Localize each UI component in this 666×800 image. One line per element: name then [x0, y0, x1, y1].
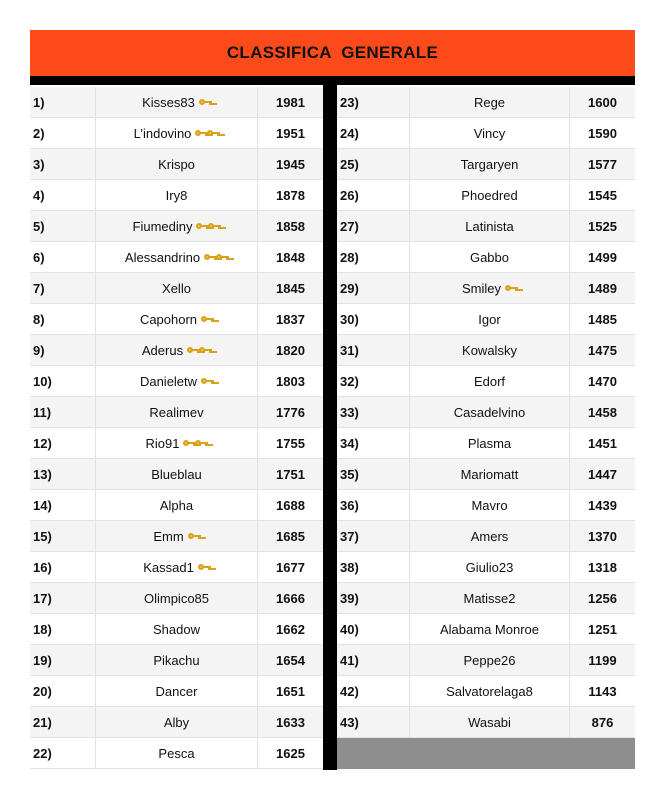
rank-cell: 16): [30, 552, 96, 582]
table-row: [30, 676, 323, 707]
player-name: Plasma: [467, 435, 512, 451]
player-name: Emm: [153, 528, 184, 544]
table-row: [337, 428, 635, 459]
player-name: Peppe26: [463, 652, 516, 668]
player-cell: [96, 428, 258, 458]
key-badges: [198, 561, 210, 573]
player-name: Danieletw: [139, 373, 198, 389]
score-cell: 1525: [588, 218, 617, 234]
table-row: [337, 118, 635, 149]
player-name: Alessandrino: [124, 249, 201, 265]
player-name: Igor: [478, 311, 501, 327]
key-icon: [188, 530, 202, 542]
player-name: Alpha: [159, 497, 194, 513]
header-divider: [30, 76, 635, 85]
score-cell: 1951: [276, 125, 305, 141]
score-cell: 1499: [588, 249, 617, 265]
rank-cell: 20): [30, 676, 96, 706]
table-row: [30, 180, 323, 211]
table-row: [337, 521, 635, 552]
rank-cell: 19): [30, 645, 96, 675]
score-cell: 1633: [276, 714, 305, 730]
player-cell: [96, 676, 258, 706]
rank-cell: 1): [30, 87, 96, 117]
key-icon: [195, 437, 209, 449]
rank-cell: 13): [30, 459, 96, 489]
table-row: [30, 645, 323, 676]
player-cell: [96, 459, 258, 489]
table-row: [337, 583, 635, 614]
player-name: Giulio23: [465, 559, 514, 575]
player-name: Xello: [162, 280, 191, 296]
rank-cell: 33): [337, 397, 410, 427]
rank-cell: 8): [30, 304, 96, 334]
key-icon: [199, 344, 213, 356]
key-badges: [505, 282, 517, 294]
rank-cell: 22): [30, 738, 96, 768]
table-row: [30, 242, 323, 273]
score-cell: 1545: [588, 187, 617, 203]
player-cell: [96, 87, 258, 117]
rank-cell: 18): [30, 614, 96, 644]
score-cell: 1447: [588, 466, 617, 482]
player-name: Capohorn: [139, 311, 198, 327]
score-cell: 1945: [276, 156, 305, 172]
table-row: [30, 707, 323, 738]
score-cell: 1858: [276, 218, 305, 234]
player-cell: [410, 87, 570, 117]
table-row: [30, 397, 323, 428]
key-icon: [216, 251, 230, 263]
rank-cell: 6): [30, 242, 96, 272]
player-cell: [96, 273, 258, 303]
score-cell: 1654: [276, 652, 305, 668]
key-icon: [199, 96, 213, 108]
table-row: [30, 490, 323, 521]
rank-cell: 35): [337, 459, 410, 489]
score-cell: 1143: [588, 683, 617, 699]
rank-cell: 27): [337, 211, 410, 241]
player-name: Rege: [473, 94, 506, 110]
table-row: [30, 583, 323, 614]
key-badges: [199, 96, 211, 108]
player-name: Edorf: [473, 373, 506, 389]
rank-cell: 28): [337, 242, 410, 272]
rank-cell: 24): [337, 118, 410, 148]
rank-cell: 37): [337, 521, 410, 551]
key-icon: [207, 127, 221, 139]
player-name: Vincy: [473, 125, 506, 141]
rank-cell: 2): [30, 118, 96, 148]
player-cell: [410, 676, 570, 706]
player-cell: [410, 242, 570, 272]
player-name: Blueblau: [151, 466, 202, 482]
player-name: L’indovino: [133, 125, 192, 141]
table-row: [30, 304, 323, 335]
score-cell: 1677: [276, 559, 305, 575]
rank-cell: 10): [30, 366, 96, 396]
score-cell: 1318: [588, 559, 617, 575]
score-cell: 1755: [276, 435, 305, 451]
score-cell: 1845: [276, 280, 305, 296]
rank-cell: 25): [337, 149, 410, 179]
player-cell: [410, 273, 570, 303]
player-name: Alabama Monroe: [440, 621, 539, 637]
player-cell: [96, 211, 258, 241]
score-cell: 1256: [588, 590, 617, 606]
rank-cell: 30): [337, 304, 410, 334]
player-name: Alby: [163, 714, 190, 730]
rank-cell: 29): [337, 273, 410, 303]
player-name: Gabbo: [469, 249, 510, 265]
header-banner: [30, 30, 635, 76]
player-cell: [96, 738, 258, 768]
rank-cell: 43): [337, 707, 410, 737]
table-row: [30, 87, 323, 118]
key-icon: [201, 313, 215, 325]
player-name: Mavro: [471, 497, 508, 513]
score-cell: 1489: [588, 280, 617, 296]
rank-cell: 36): [337, 490, 410, 520]
table-row: [337, 335, 635, 366]
score-cell: 1878: [276, 187, 305, 203]
player-name: Kassad1: [143, 559, 194, 575]
rank-cell: 14): [30, 490, 96, 520]
table-row: [30, 273, 323, 304]
score-cell: 1751: [276, 466, 305, 482]
table-row: [337, 366, 635, 397]
table-row: [337, 676, 635, 707]
table-row: [337, 149, 635, 180]
table-row: [30, 366, 323, 397]
score-cell: 876: [591, 714, 614, 730]
player-name: Pesca: [158, 745, 195, 761]
rank-cell: 17): [30, 583, 96, 613]
player-cell: [96, 521, 258, 551]
player-cell: [410, 614, 570, 644]
key-icon: [505, 282, 519, 294]
table-row: [337, 614, 635, 645]
key-badges: [183, 437, 207, 449]
player-cell: [96, 242, 258, 272]
rank-cell: 34): [337, 428, 410, 458]
score-cell: 1199: [588, 652, 617, 668]
player-name: Olimpico85: [143, 590, 210, 606]
player-cell: [410, 118, 570, 148]
table-row: [337, 397, 635, 428]
score-cell: 1475: [588, 342, 617, 358]
table-row: [337, 180, 635, 211]
player-cell: [96, 118, 258, 148]
player-name: Casadelvino: [453, 404, 526, 420]
score-cell: 1981: [276, 94, 305, 110]
score-cell: 1776: [276, 404, 305, 420]
score-cell: 1470: [588, 373, 617, 389]
player-cell: [410, 521, 570, 551]
key-badges: [188, 530, 200, 542]
player-name: Rio91: [145, 435, 180, 451]
player-name: Mariomatt: [460, 466, 519, 482]
column-divider: [323, 85, 337, 770]
score-cell: 1837: [276, 311, 305, 327]
player-name: Fiumediny: [132, 218, 193, 234]
table-row: [30, 521, 323, 552]
player-cell: [410, 180, 570, 210]
player-cell: [410, 304, 570, 334]
table-row: [337, 211, 635, 242]
table-row: [337, 707, 635, 738]
player-cell: [410, 335, 570, 365]
player-name: Kisses83: [142, 94, 195, 110]
empty-filler-row: [337, 738, 635, 769]
rank-cell: 15): [30, 521, 96, 551]
player-cell: [410, 490, 570, 520]
score-cell: 1625: [276, 745, 305, 761]
player-cell: [96, 552, 258, 582]
player-cell: [410, 211, 570, 241]
score-cell: 1451: [588, 435, 617, 451]
player-cell: [410, 366, 570, 396]
rank-cell: 31): [337, 335, 410, 365]
table-row: [30, 428, 323, 459]
player-cell: [410, 428, 570, 458]
player-name: Smiley: [461, 280, 501, 296]
rank-cell: 11): [30, 397, 96, 427]
rank-cell: 26): [337, 180, 410, 210]
rank-cell: 7): [30, 273, 96, 303]
score-cell: 1803: [276, 373, 305, 389]
player-cell: [96, 304, 258, 334]
player-name: Amers: [470, 528, 509, 544]
rank-cell: 23): [337, 87, 410, 117]
key-badges: [195, 127, 219, 139]
page-title: CLASSIFICA GENERALE: [226, 43, 439, 62]
player-cell: [96, 180, 258, 210]
rank-cell: 42): [337, 676, 410, 706]
key-icon: [198, 561, 212, 573]
table-row: [30, 211, 323, 242]
player-name: Iry8: [165, 187, 188, 203]
table-row: [30, 614, 323, 645]
player-cell: [96, 335, 258, 365]
score-cell: 1590: [588, 125, 617, 141]
table-row: [30, 118, 323, 149]
player-cell: [96, 583, 258, 613]
player-cell: [96, 397, 258, 427]
table-row: [30, 335, 323, 366]
player-cell: [96, 614, 258, 644]
player-name: Phoedred: [461, 187, 518, 203]
player-cell: [410, 645, 570, 675]
key-icon: [208, 220, 222, 232]
score-cell: 1439: [588, 497, 617, 513]
rank-cell: 4): [30, 180, 96, 210]
score-cell: 1577: [588, 156, 617, 172]
rank-cell: 5): [30, 211, 96, 241]
player-cell: [96, 366, 258, 396]
table-row: [337, 645, 635, 676]
player-cell: [410, 459, 570, 489]
player-cell: [96, 490, 258, 520]
key-badges: [201, 313, 213, 325]
rank-cell: 32): [337, 366, 410, 396]
table-row: [337, 304, 635, 335]
table-row: [30, 149, 323, 180]
rank-cell: 41): [337, 645, 410, 675]
table-row: [30, 459, 323, 490]
table-row: [337, 242, 635, 273]
table-row: [337, 552, 635, 583]
score-cell: 1688: [276, 497, 305, 513]
player-cell: [410, 149, 570, 179]
score-cell: 1685: [276, 528, 305, 544]
player-cell: [96, 149, 258, 179]
player-name: Targaryen: [460, 156, 519, 172]
score-cell: 1251: [588, 621, 617, 637]
ranking-table-left: [30, 87, 323, 769]
player-cell: [96, 645, 258, 675]
score-cell: 1600: [588, 94, 617, 110]
rank-cell: 21): [30, 707, 96, 737]
rank-cell: 38): [337, 552, 410, 582]
score-cell: 1458: [588, 404, 617, 420]
ranking-table-right: [337, 87, 635, 769]
player-cell: [96, 707, 258, 737]
key-badges: [187, 344, 211, 356]
player-cell: [410, 707, 570, 737]
player-name: Realimev: [149, 404, 204, 420]
player-cell: [410, 583, 570, 613]
table-row: [30, 738, 323, 769]
rank-cell: 39): [337, 583, 410, 613]
player-cell: [410, 552, 570, 582]
key-badges: [201, 375, 213, 387]
player-name: Salvatorelaga8: [446, 683, 533, 699]
player-name: Krispo: [158, 156, 195, 172]
player-name: Matisse2: [463, 590, 516, 606]
table-row: [337, 459, 635, 490]
rank-cell: 9): [30, 335, 96, 365]
table-row: [30, 552, 323, 583]
player-name: Aderus: [141, 342, 184, 358]
player-name: Dancer: [155, 683, 198, 699]
player-cell: [410, 397, 570, 427]
key-badges: [196, 220, 220, 232]
score-cell: 1485: [588, 311, 617, 327]
score-cell: 1662: [276, 621, 305, 637]
rank-cell: 12): [30, 428, 96, 458]
key-badges: [204, 251, 228, 263]
player-name: Wasabi: [468, 714, 511, 730]
table-row: [337, 273, 635, 304]
score-cell: 1820: [276, 342, 305, 358]
score-cell: 1370: [588, 528, 617, 544]
score-cell: 1651: [276, 683, 305, 699]
table-row: [337, 490, 635, 521]
score-cell: 1666: [276, 590, 305, 606]
player-name: Latinista: [465, 218, 514, 234]
rank-cell: 3): [30, 149, 96, 179]
player-name: Kowalsky: [462, 342, 517, 358]
table-row: [337, 87, 635, 118]
key-icon: [201, 375, 215, 387]
player-name: Pikachu: [153, 652, 200, 668]
player-name: Shadow: [153, 621, 200, 637]
score-cell: 1848: [276, 249, 305, 265]
rank-cell: 40): [337, 614, 410, 644]
